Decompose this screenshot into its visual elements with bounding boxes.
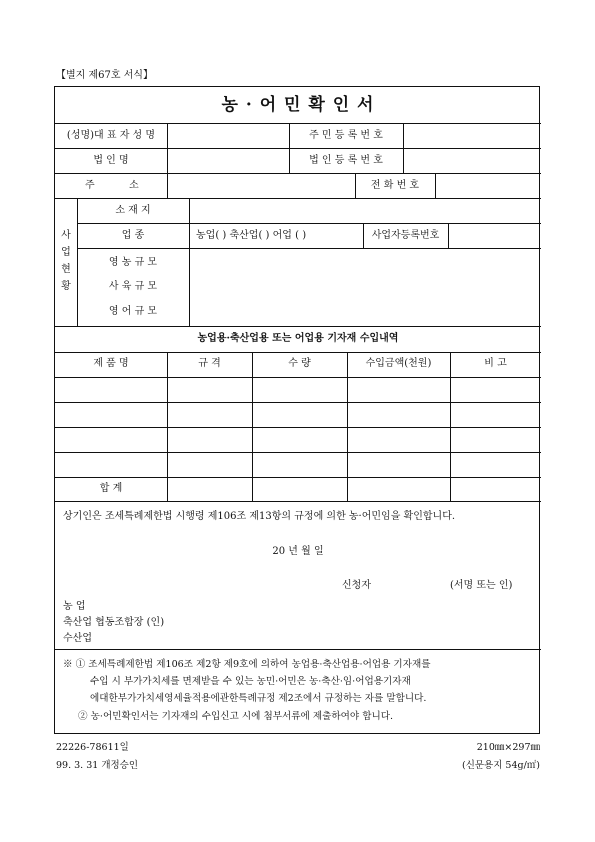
- form-title: 농 · 어 민 확 인 서: [221, 95, 375, 115]
- import-section-title: 농업용·축산업용 또는 어업용 기자재 수입내역: [197, 333, 399, 344]
- corp-reg-no-label: 법 인 등 록 번 호: [309, 155, 383, 166]
- form-frame: [54, 86, 540, 734]
- header-import-amount: 수입금액(천원): [365, 358, 432, 369]
- declaration-text: 상기인은 조세특례제한법 시행령 제106조 제13항의 규정에 의한 농·어민임을 확인합니다.: [63, 511, 456, 522]
- signature-label: (서명 또는 인): [450, 580, 513, 591]
- form-number-label: 【별지 제67호 서식】: [56, 70, 154, 81]
- note-line-2: 수입 시 부가가치세를 면제받을 수 있는 농민·어민은 농·축산·임·어업용기자재: [90, 676, 411, 687]
- location-label: 소 재 지: [115, 205, 151, 216]
- form-code: 22226-78611일: [56, 742, 129, 753]
- rep-name-label: (성명)대 표 자 성 명: [66, 130, 156, 141]
- address-label-a: 주: [85, 180, 95, 191]
- business-side-label: 사 업 현 황: [61, 230, 71, 292]
- approval-date: 99. 3. 31 개정승인: [56, 760, 139, 771]
- paper-type: (신문용지 54g/㎡): [461, 760, 540, 771]
- org-line-livestock: 축산업 협동조합장 (인): [63, 617, 165, 628]
- fishing-scale-label: 영 어 규 모: [108, 306, 158, 317]
- header-product-name: 제 품 명: [93, 358, 129, 369]
- date-line: 20 년 월 일: [272, 546, 324, 557]
- note-line-3: 에대한부가가치세영세율적용에관한특례규정 제2조에서 규정하는 자를 말합니다.: [90, 693, 427, 704]
- header-spec: 규 격: [198, 358, 221, 369]
- biz-reg-no-label: 사업자등록번호: [371, 230, 440, 241]
- total-label: 합 계: [99, 483, 123, 494]
- business-type-options: 농업( ) 축산업( ) 어업 ( ): [196, 230, 307, 241]
- paper-size: 210㎜×297㎜: [476, 742, 540, 753]
- business-type-label: 업 종: [121, 230, 145, 241]
- org-line-fisheries: 수산업: [63, 633, 92, 644]
- resident-no-label: 주 민 등 록 번 호: [309, 130, 383, 141]
- note-line-4: ② 농·어민확인서는 기자재의 수입신고 시에 첨부서류에 제출하여야 합니다.: [78, 711, 394, 722]
- farm-scale-label: 영 농 규 모: [108, 257, 158, 268]
- note-line-1: ※ ① 조세특례제한법 제106조 제2항 제9호에 의하여 농업용·축산업용·어업용 기자재를: [63, 659, 431, 670]
- livestock-scale-label: 사 육 규 모: [108, 281, 158, 292]
- applicant-label: 신청자: [342, 580, 371, 591]
- phone-label: 전 화 번 호: [370, 180, 420, 191]
- header-quantity: 수 량: [288, 358, 311, 369]
- header-remarks: 비 고: [484, 358, 507, 369]
- corp-name-label: 법 인 명: [93, 155, 129, 166]
- address-label-b: 소: [129, 180, 139, 191]
- org-line-agriculture: 농 업: [63, 601, 86, 612]
